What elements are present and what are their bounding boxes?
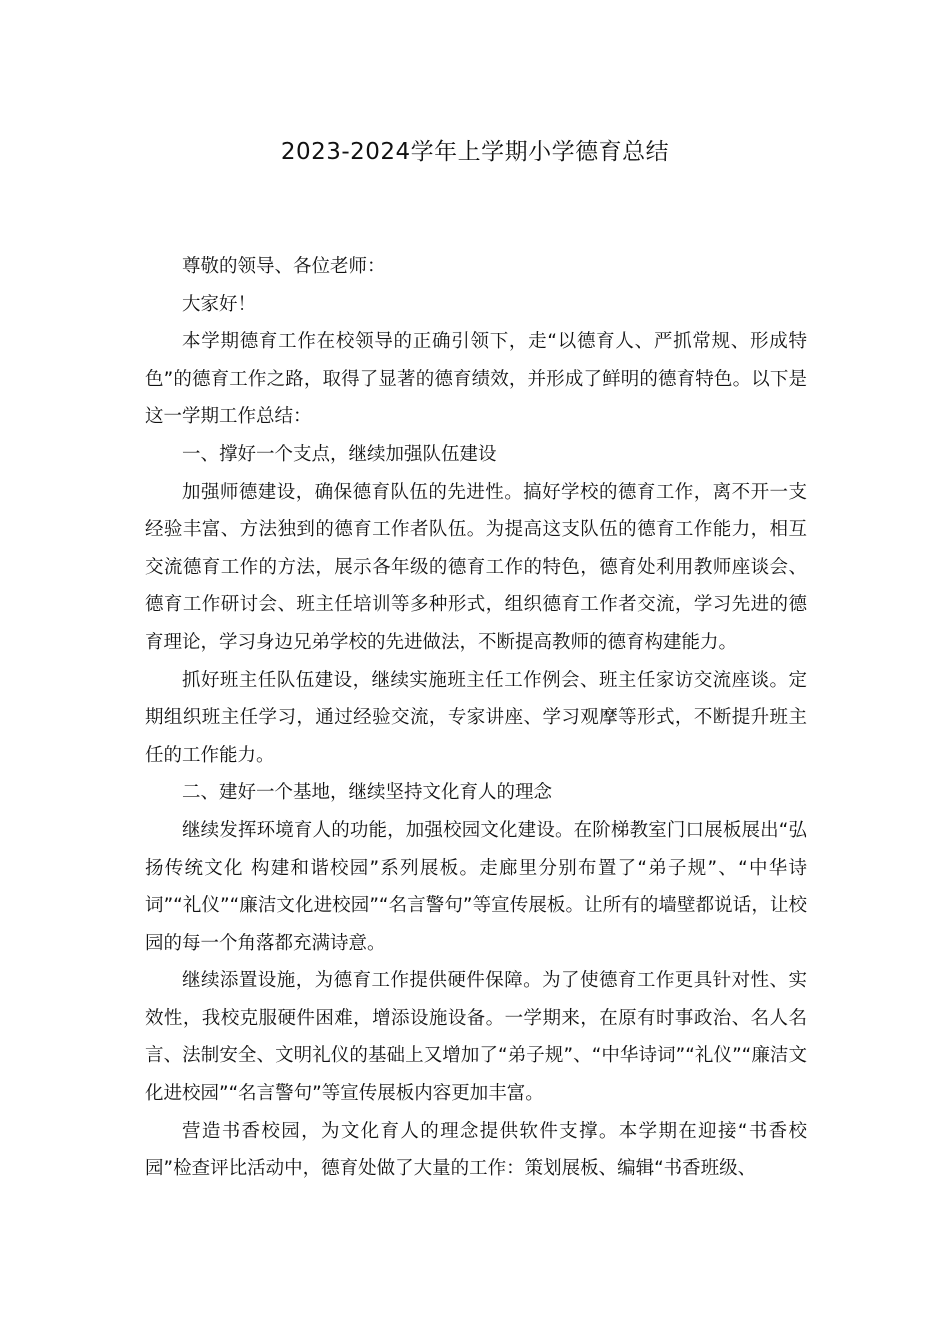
paragraph-facilities: 继续添置设施，为德育工作提供硬件保障。为了使德育工作更具针对性、实效性，我校克服硬件困难，增添设施设备。一学期来，在原有时事政治、名人名言、法制安全、文明礼仪的基础上又增加了“弟子规”、“中华诗词”“礼仪”“廉洁文化进校园”“名言警句”等宣传展板内容更加丰富。 (145, 970, 807, 1105)
document-title: 2023-2024学年上学期小学德育总结 (280, 139, 670, 165)
section-heading-2: 二、建好一个基地，继续坚持文化育人的理念 (182, 782, 553, 804)
section-heading-1: 一、撑好一个支点，继续加强队伍建设 (182, 443, 497, 465)
document-body (145, 248, 807, 1188)
greeting: 大家好！ (182, 293, 257, 315)
intro-paragraph: 本学期德育工作在校领导的正确引领下，走“以德育人、严抓常规、形成特色”的德育工作之路，取得了显著的德育绩效，并形成了鲜明的德育特色。以下是这一学期工作总结： (145, 331, 807, 428)
paragraph-head-teachers: 抓好班主任队伍建设，继续实施班主任工作例会、班主任家访交流座谈。定期组织班主任学习，通过经验交流，专家讲座、学习观摩等形式，不断提升班主任的工作能力。 (145, 669, 807, 766)
paragraph-campus-culture: 继续发挥环境育人的功能，加强校园文化建设。在阶梯教室门口展板展出“弘扬传统文化 构建和谐校园”系列展板。走廊里分别布置了“弟子规”、“中华诗词”“礼仪”“廉洁文化进校园”“名言警句”等宣传展板。让所有的墙壁都说话，让校园的每一个角落都充满诗意。 (145, 819, 807, 954)
paragraph-teacher-ethics: 加强师德建设，确保德育队伍的先进性。搞好学校的德育工作，离不开一支经验丰富、方法独到的德育工作者队伍。为提高这支队伍的德育工作能力，相互交流德育工作的方法，展示各年级的德育工作的特色，德育处利用教师座谈会、德育工作研讨会、班主任培训等多种形式，组织德育工作者交流，学习先进的德育理论，学习身边兄弟学校的先进做法，不断提高教师的德育构建能力。 (145, 481, 807, 653)
paragraph-book-campus: 营造书香校园，为文化育人的理念提供软件支撑。本学期在迎接“书香校园”检查评比活动中，德育处做了大量的工作：策划展板、编辑“书香班级、 (145, 1120, 807, 1180)
salutation: 尊敬的领导、各位老师： (182, 256, 386, 277)
